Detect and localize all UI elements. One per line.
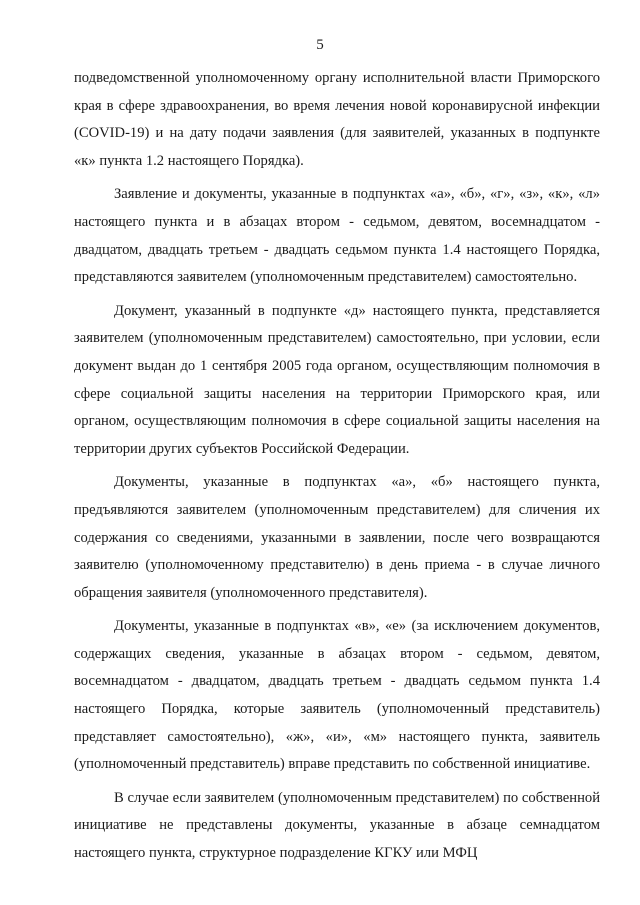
paragraph-continuation: подведомственной уполномоченному органу исполнительной власти Приморского края в сфере здравоохранения, во время лечения новой коронавирусной инфекции (COVID-19) и на дату подачи заявления (для заявителей, указанных в подпункте «к» пункта 1.2 настоящего Порядка). <box>74 70 600 169</box>
paragraph-document-d: Документ, указанный в подпункте «д» настоящего пункта, представляется заявителем (уполномоченным представителем) самостоятельно, при условии, если документ выдан до 1 сентября 2005 года органом, осуществляющим полномочия в сфере социальной защиты населения на территории Приморского края, или органом, осуществляющим полномочия в сфере социальной защиты населения на территории других субъектов Российской Федерации. <box>74 302 600 457</box>
paragraph-self-submitted-documents: Заявление и документы, указанные в подпунктах «а», «б», «г», «з», «к», «л» настоящего пункта и в абзацах втором - седьмом, девятом, восемнадцатом - двадцатом, двадцать третьем - двадцать седьмом пункта 1.4 настоящего Порядка, представляются заявителем (уполномоченным представителем) самостоятельно. <box>74 186 600 286</box>
paragraph-own-initiative-documents: Документы, указанные в подпунктах «в», «е» (за исключением документов, содержащих сведения, указанные в абзацах втором - седьмом, девятом, восемнадцатом - двадцатом, двадцать третьем - двадцать седьмом пункта 1.4 настоящего Порядка, которые заявитель (уполномоченный представитель) представляет самостоятельно), «ж», «и», «м» настоящего пункта, заявитель (уполномоченный представитель) вправе представить по собственной инициативе. <box>74 618 600 773</box>
page-number: 5 <box>316 37 324 53</box>
document-body <box>74 65 600 874</box>
paragraph-not-submitted-case: В случае если заявителем (уполномоченным представителем) по собственной инициативе не представлены документы, указанные в абзаце семнадцатом настоящего пункта, структурное подразделение КГКУ или МФЦ <box>74 789 600 862</box>
paragraph-documents-a-b: Документы, указанные в подпунктах «а», «б» настоящего пункта, предъявляются заявителем (уполномоченным представителем) для сличения их содержания со сведениями, указанными в заявлении, после чего возвращаются заявителю (уполномоченному представителю) в день приема - в случае личного обращения заявителя (уполномоченного представителя). <box>74 474 600 601</box>
